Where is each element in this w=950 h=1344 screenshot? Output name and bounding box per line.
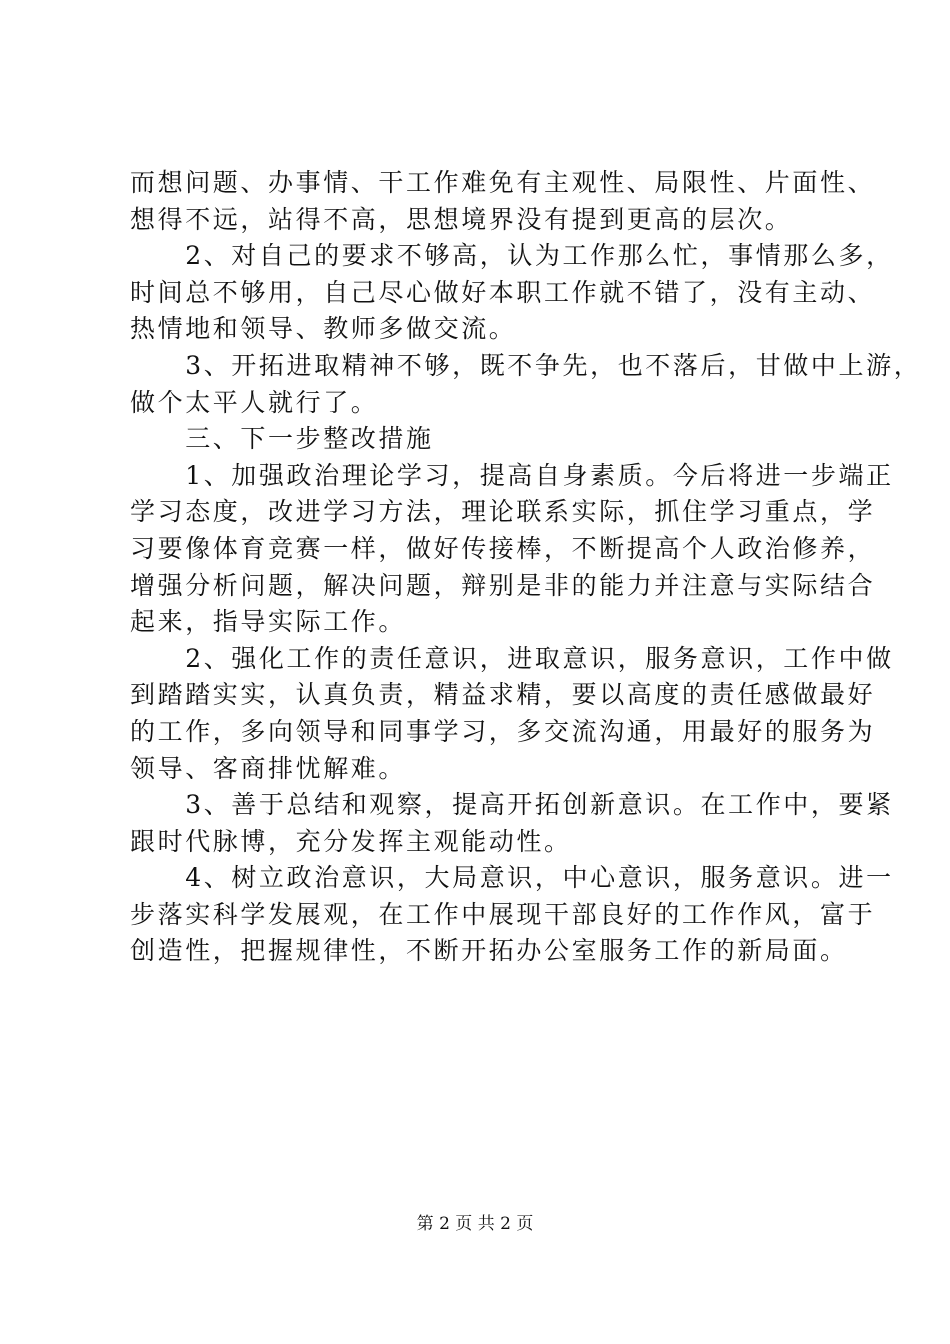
text-line: 增强分析问题，解决问题，辩别是非的能力并注意与实际结合 bbox=[130, 570, 876, 600]
text-line: 而想问题、办事情、干工作难免有主观性、局限性、片面性、 bbox=[130, 168, 876, 197]
text-line: 3、善于总结和观察，提高开拓创新意识。在工作中，要紧 bbox=[130, 790, 894, 820]
document-body bbox=[130, 165, 922, 970]
text-line: 时间总不够用，自己尽心做好本职工作就不错了，没有主动、 bbox=[130, 277, 876, 307]
text-line: 3、开拓进取精神不够，既不争先，也不落后，甘做中上游， bbox=[130, 350, 922, 380]
text-line: 想得不远，站得不高，思想境界没有提到更高的层次。 bbox=[130, 204, 793, 234]
text-line: 2、对自己的要求不够高，认为工作那么忙，事情那么多， bbox=[130, 241, 894, 271]
text-line: 起来，指导实际工作。 bbox=[130, 607, 407, 637]
page-footer: 第 2 页 共 2 页 bbox=[416, 1214, 534, 1234]
text-line: 创造性，把握规律性，不断开拓办公室服务工作的新局面。 bbox=[130, 936, 848, 966]
section-heading: 三、下一步整改措施 bbox=[130, 424, 434, 454]
text-line: 1、加强政治理论学习，提高自身素质。今后将进一步端正 bbox=[130, 460, 894, 490]
text-line: 领导、客商排忧解难。 bbox=[130, 753, 407, 783]
text-line: 到踏踏实实，认真负责，精益求精，要以高度的责任感做最好 bbox=[130, 680, 876, 710]
text-line: 的工作，多向领导和同事学习，多交流沟通，用最好的服务为 bbox=[130, 716, 876, 746]
text-line: 学习态度，改进学习方法，理论联系实际，抓住学习重点，学 bbox=[130, 497, 876, 527]
text-line: 习要像体育竞赛一样，做好传接棒，不断提高个人政治修养， bbox=[130, 533, 876, 563]
text-line: 做个太平人就行了。 bbox=[130, 387, 379, 417]
text-line: 热情地和领导、教师多做交流。 bbox=[130, 314, 517, 344]
text-line: 步落实科学发展观，在工作中展现干部良好的工作作风，富于 bbox=[130, 899, 876, 929]
text-line: 跟时代脉博，充分发挥主观能动性。 bbox=[130, 826, 572, 856]
text-line: 4、树立政治意识，大局意识，中心意识，服务意识。进一 bbox=[130, 863, 894, 893]
text-line: 2、强化工作的责任意识，进取意识，服务意识，工作中做 bbox=[130, 643, 894, 673]
